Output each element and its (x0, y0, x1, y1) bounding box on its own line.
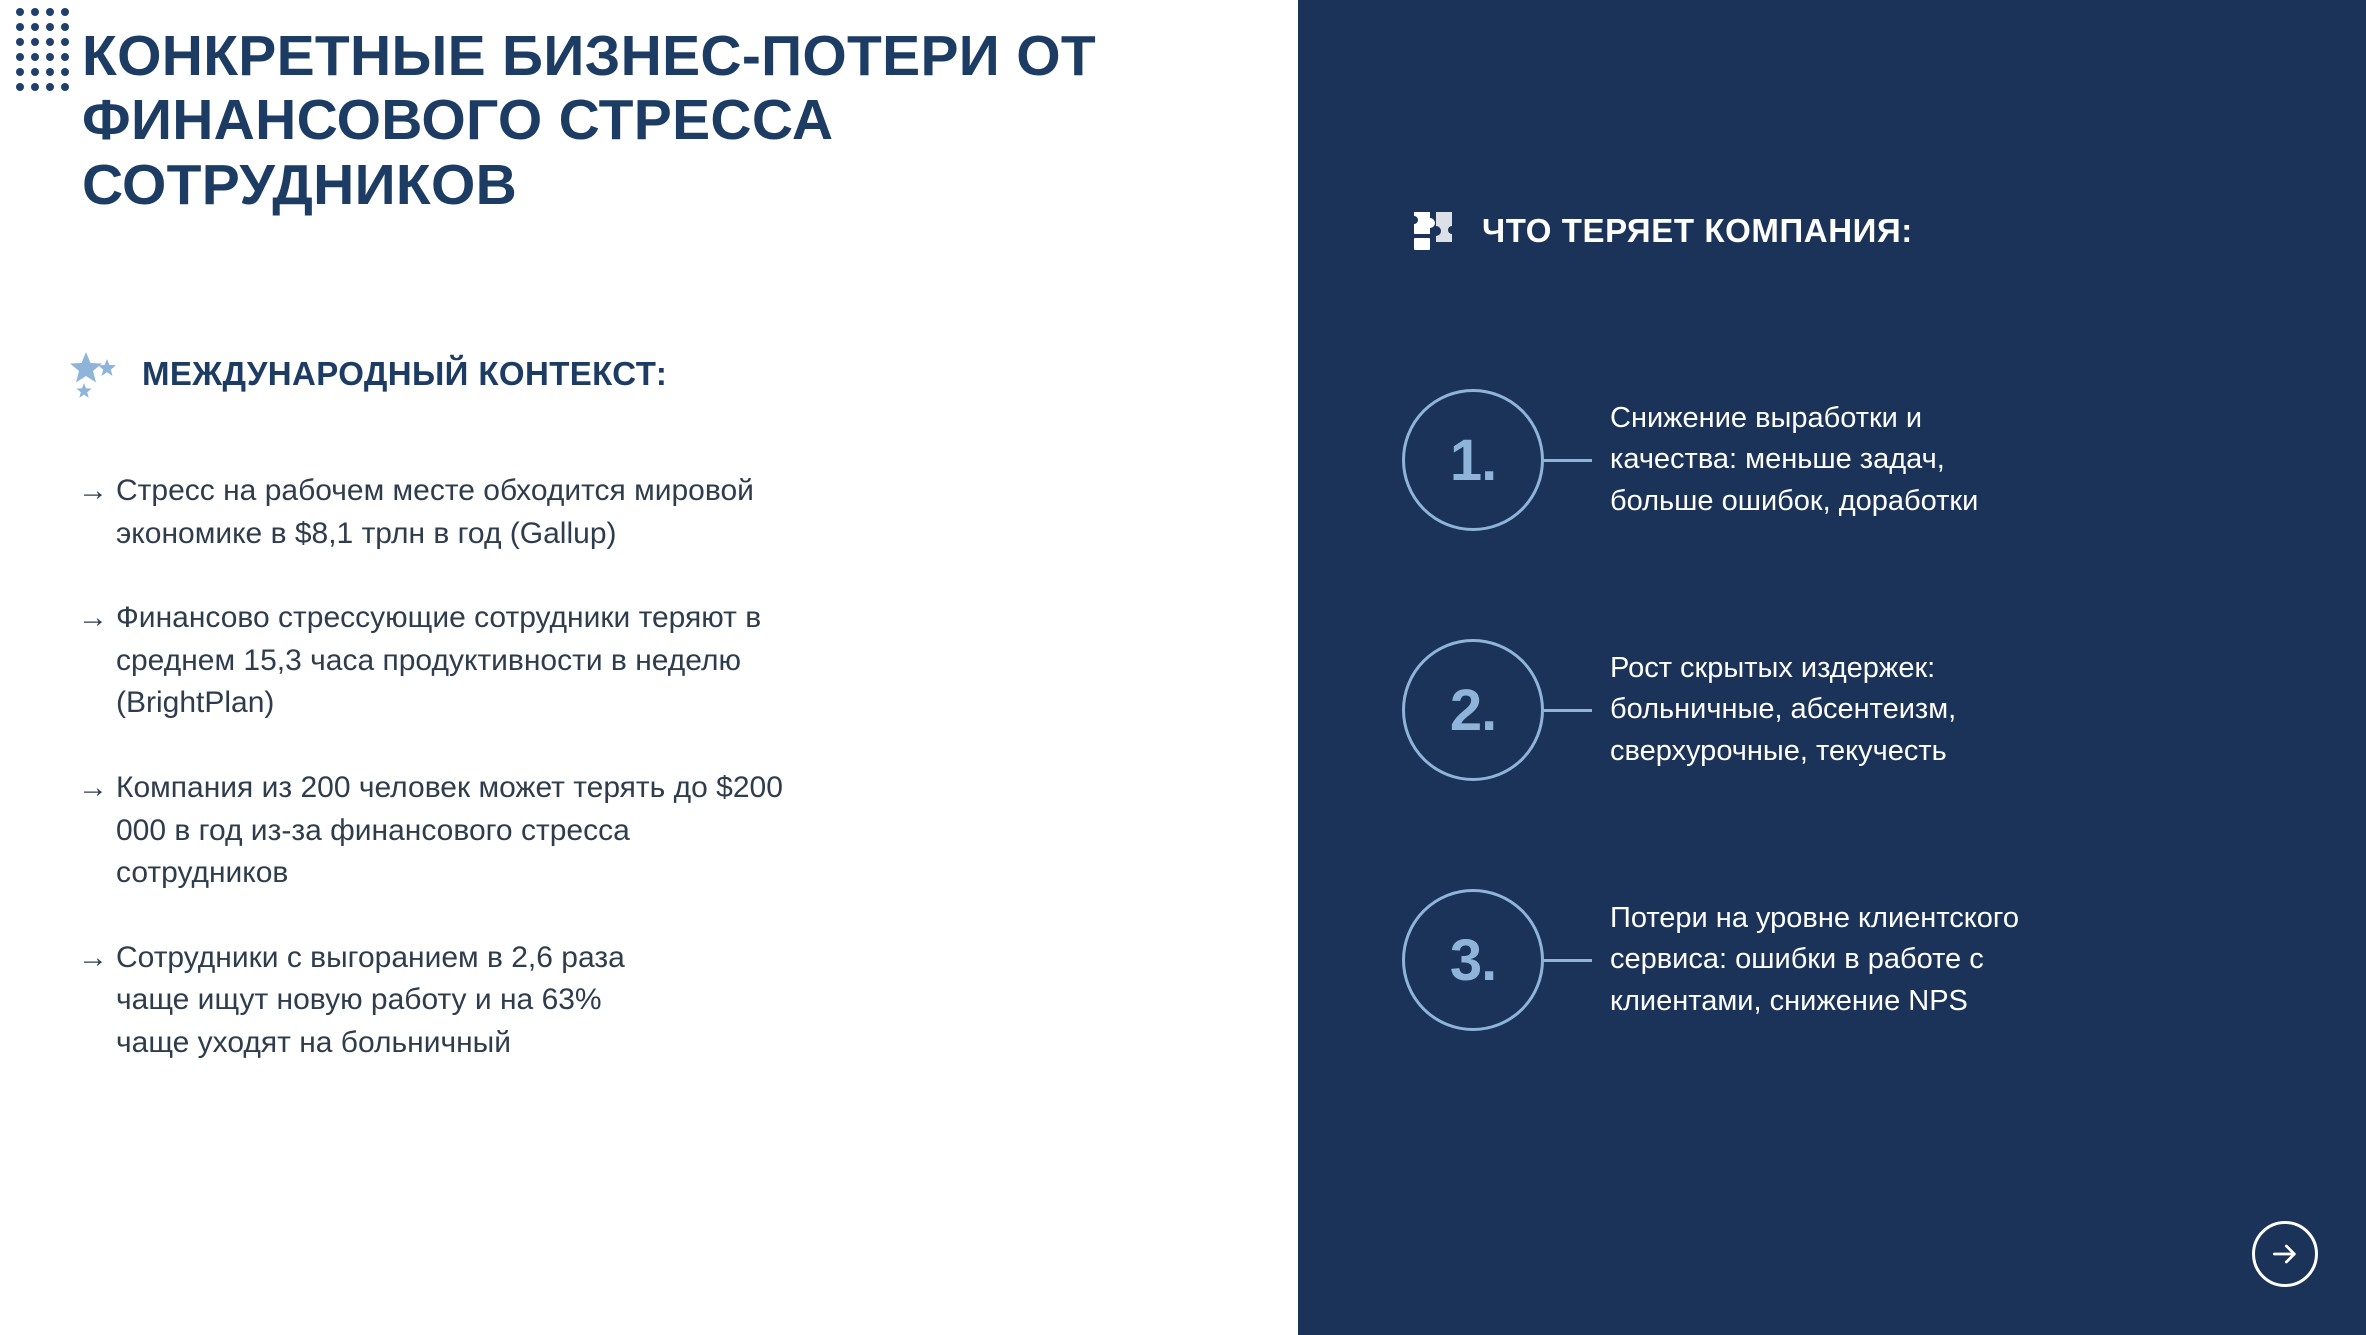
dot-grid-decoration (16, 8, 62, 96)
page-title: КОНКРЕТНЫЕ БИЗНЕС-ПОТЕРИ ОТ ФИНАНСОВОГО СТРЕССА СОТРУДНИКОВ (82, 24, 1096, 217)
list-item (78, 937, 1208, 1065)
list-item-text: Компания из 200 человек может терять до $200 000 в год из-за финансового стресса сотрудников (116, 770, 783, 890)
arrow-icon: → (78, 601, 108, 635)
right-panel (1298, 0, 2366, 1335)
list-item (78, 597, 1208, 725)
list-item-text: Стресс на рабочем месте обходится мировой экономике в $8,1 трлн в год (Gallup) (116, 474, 754, 550)
list-item (1402, 860, 2302, 1060)
list-item (1402, 610, 2302, 810)
list-item-text: Потери на уровне клиентского сервиса: ошибки в работе с клиентами, снижение NPS (1610, 902, 2019, 1017)
puzzle-piece-icon (1410, 208, 1456, 254)
list-item (78, 767, 1208, 895)
arrow-icon: → (78, 940, 108, 974)
list-item-text: Сотрудники с выгоранием в 2,6 раза чаще ищут новую работу и на 63% чаще уходят на больничный (116, 940, 625, 1059)
list-item-number: 2. (1402, 639, 1544, 781)
arrow-icon: → (78, 770, 108, 804)
right-section-label: ЧТО ТЕРЯЕТ КОМПАНИЯ: (1482, 212, 1913, 249)
connector-line (1544, 709, 1592, 712)
right-section-header (1410, 208, 1913, 254)
list-item-text: Снижение выработки и качества: меньше задач, больше ошибок, доработки (1610, 402, 1979, 517)
connector-line (1544, 459, 1592, 462)
left-section-label: МЕЖДУНАРОДНЫЙ КОНТЕКСТ: (142, 355, 668, 392)
list-item-text: Рост скрытых издержек: больничные, абсентеизм, сверхурочные, текучесть (1610, 652, 1957, 767)
stars-icon (68, 350, 120, 398)
list-item-text: Финансово стрессующие сотрудники теряют в среднем 15,3 часа продуктивности в неделю (BrightPlan) (116, 601, 762, 720)
arrow-right-icon (2269, 1238, 2301, 1270)
connector-line (1544, 959, 1592, 962)
arrow-icon: → (78, 474, 108, 507)
list-item (1402, 360, 2302, 560)
bullet-list (78, 470, 1208, 1107)
left-section-header (68, 350, 667, 398)
list-item-number: 3. (1402, 889, 1544, 1031)
list-item-number: 1. (1402, 389, 1544, 531)
next-slide-button[interactable] (2252, 1221, 2318, 1287)
numbered-list (1402, 360, 2302, 1110)
list-item (78, 470, 1208, 555)
